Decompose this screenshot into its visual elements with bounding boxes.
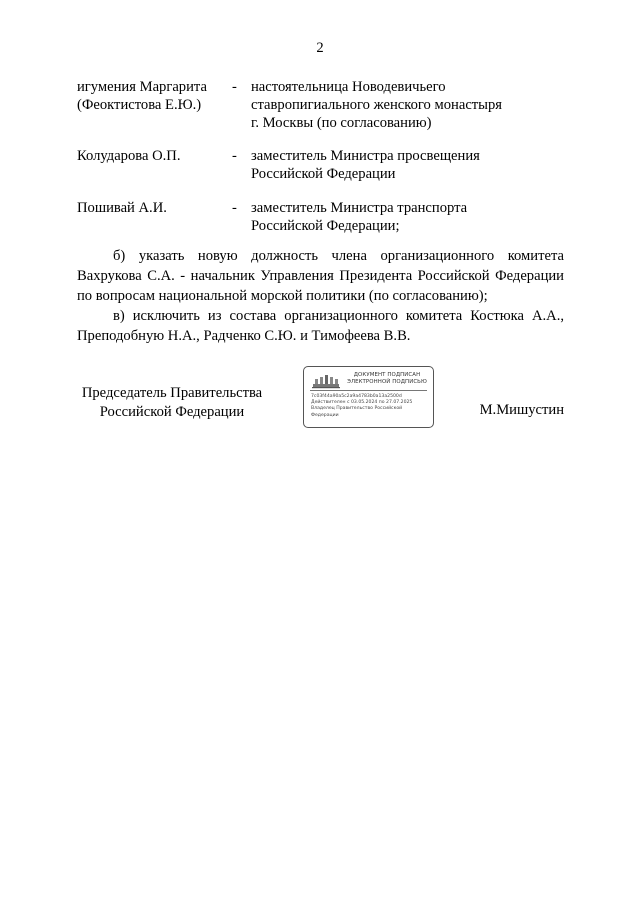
- signer-title-line: Российской Федерации: [99, 404, 245, 420]
- member-dash: -: [232, 79, 237, 95]
- member-name: [77, 199, 227, 217]
- stamp-heading-line: ДОКУМЕНТ ПОДПИСАН: [353, 372, 421, 378]
- electronic-signature-stamp: [303, 366, 434, 428]
- member-role: [251, 147, 571, 183]
- member-role-line: Российской Федерации;: [251, 218, 400, 234]
- stamp-divider: [310, 390, 427, 391]
- paragraph-line: в) исключить из состава организационного комитета Костюка А.А.,: [113, 308, 564, 324]
- stamp-certificate: 7c03f44a90a5c2a9a4783b0a13a2500d: [311, 394, 402, 399]
- paragraph-line: Преподобную Н.А., Радченко С.Ю. и Тимофеева В.В.: [77, 328, 411, 344]
- member-role: [251, 78, 571, 132]
- page-number: 2: [316, 40, 324, 56]
- member-name: [77, 78, 227, 114]
- stamp-owner-line: Владелец Правительство Российской: [311, 406, 403, 412]
- paragraph-line: по вопросам национальной морской политики (по согласованию);: [77, 288, 488, 304]
- member-role: [251, 199, 571, 235]
- state-emblem-icon: [311, 373, 341, 389]
- member-name-line: (Феоктистова Е.Ю.): [77, 97, 202, 113]
- member-role-line: ставропигиального женского монастыря: [251, 97, 502, 113]
- paragraph-b: [77, 246, 564, 306]
- member-role-line: настоятельница Новодевичьего: [251, 79, 446, 95]
- stamp-heading-line: ЭЛЕКТРОННОЙ ПОДПИСЬЮ: [347, 379, 427, 385]
- signer-title: [77, 384, 267, 422]
- stamp-details: [311, 394, 431, 419]
- stamp-owner-line: Федерации: [311, 412, 339, 418]
- paragraph-v: [77, 306, 564, 346]
- stamp-heading: [344, 372, 430, 386]
- member-role-line: г. Москвы (по согласованию): [251, 115, 432, 131]
- member-role-line: Российской Федерации: [251, 166, 396, 182]
- signer-title-line: Председатель Правительства: [81, 385, 263, 401]
- member-name-line: Колударова О.П.: [77, 148, 181, 164]
- signer-name: М.Мишустин: [479, 402, 564, 418]
- member-name-line: игумения Маргарита: [77, 79, 207, 95]
- paragraph-line: Вахрукова С.А. - начальник Управления Президента Российской Федерации: [77, 268, 564, 284]
- member-role-line: заместитель Министра просвещения: [251, 148, 480, 164]
- member-name: [77, 147, 227, 165]
- member-dash: -: [232, 200, 237, 216]
- member-dash: -: [232, 148, 237, 164]
- member-role-line: заместитель Министра транспорта: [251, 200, 468, 216]
- member-name-line: Пошивай А.И.: [77, 200, 167, 216]
- paragraph-line: б) указать новую должность члена организационного комитета: [113, 248, 564, 264]
- stamp-validity: Действителен с 03.05.2024 по 27.07.2025: [311, 400, 413, 406]
